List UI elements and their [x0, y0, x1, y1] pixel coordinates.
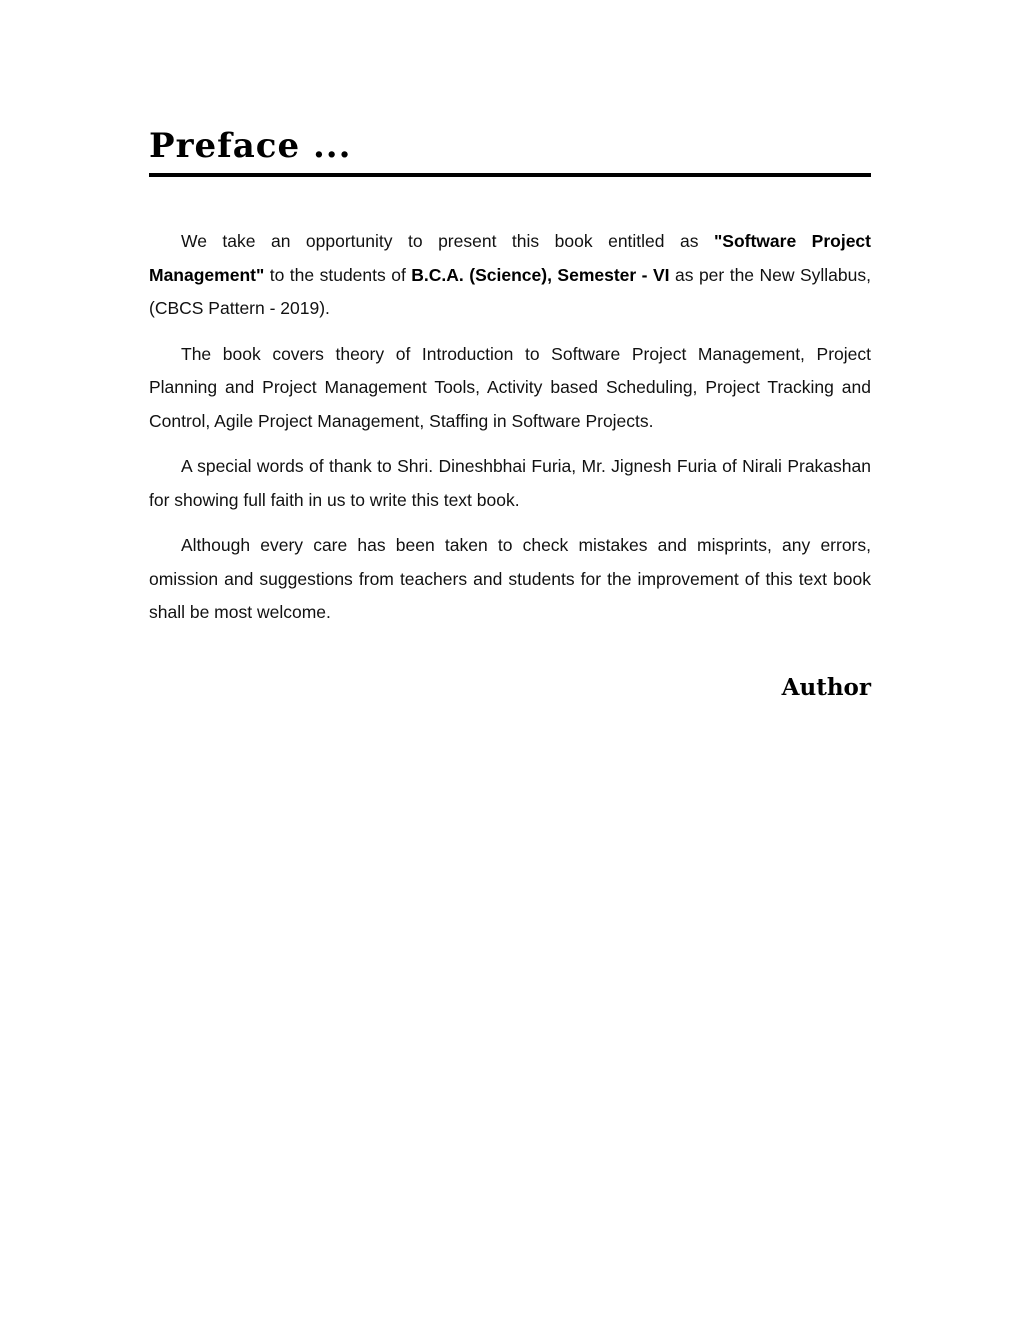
author-signature: Author: [781, 673, 871, 701]
body-text: Although every care has been taken to check mistakes and misprints, any errors, omission and suggestions from teachers and students for the improvement of this text book shall be most welcome.: [149, 535, 871, 623]
paragraph-2: [149, 338, 871, 439]
body-text: A special words of thank to Shri. Dineshbhai Furia, Mr. Jignesh Furia of Nirali Prakashan for showing full faith in us to write this text book.: [149, 456, 871, 510]
body-text: to the students of: [264, 264, 412, 285]
page-title: Preface ...: [149, 126, 352, 166]
emphasis-text: "Software Project Management": [149, 231, 871, 285]
preface-content: [149, 128, 871, 701]
body-text: as per the New Syllabus, (CBCS Pattern - 2019).: [149, 264, 871, 319]
title-divider: [149, 173, 871, 177]
body-text: The book covers theory of Introduction to Software Project Management, Project Planning and Project Management Tools, Activity based Scheduling, Project Tracking and Control, Agile Project Management, Staffing in Software Projects.: [149, 343, 871, 431]
paragraph-list: [149, 225, 871, 630]
paragraph-4: [149, 529, 871, 630]
paragraph-1: [149, 225, 871, 326]
emphasis-text: B.C.A. (Science), Semester - VI: [411, 264, 670, 285]
paragraph-3: [149, 450, 871, 517]
body-text: We take an opportunity to present this book entitled as: [181, 231, 714, 252]
